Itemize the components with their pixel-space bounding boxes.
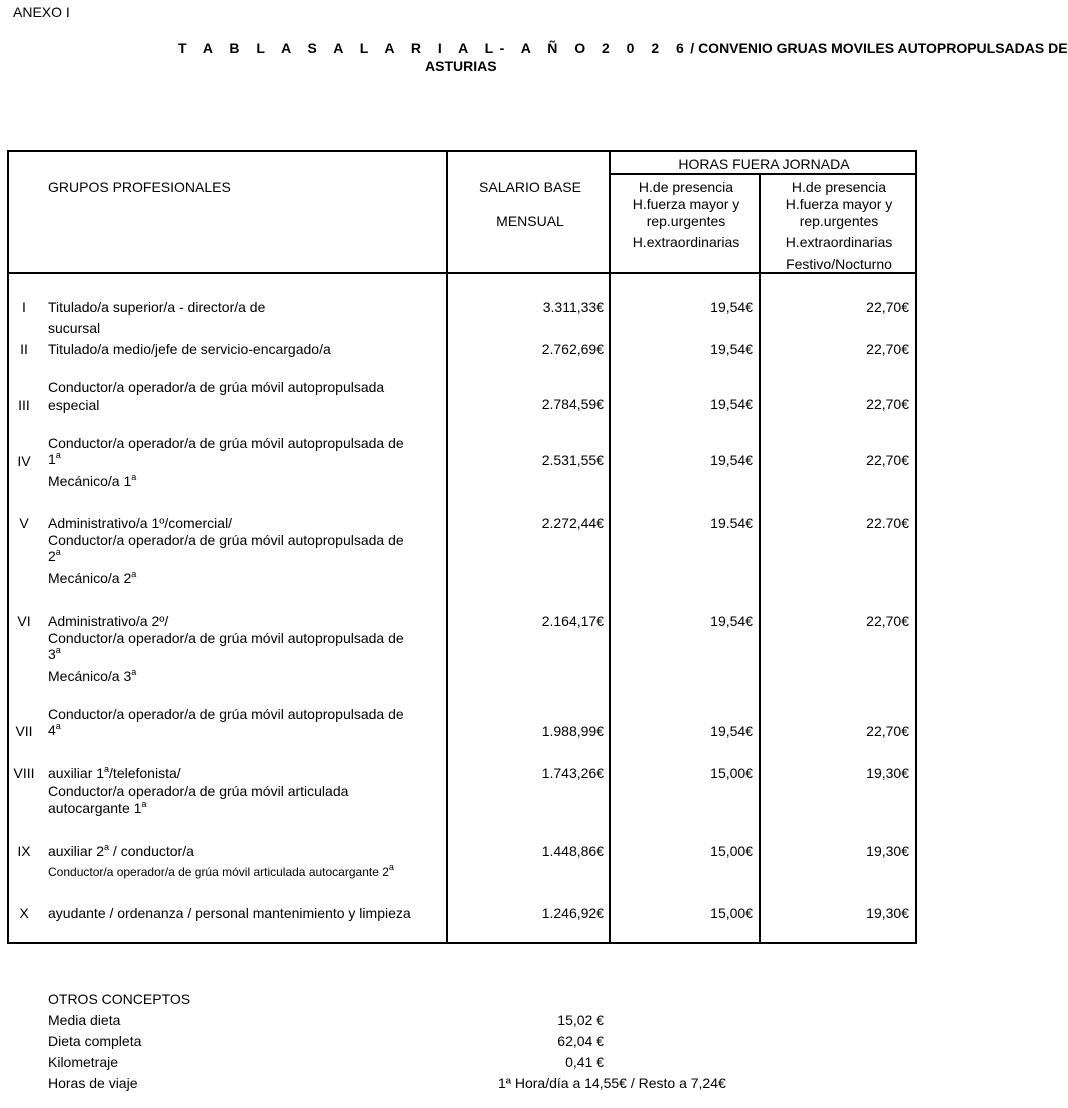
table-left-border xyxy=(7,150,9,944)
row-group-line: Conductor/a operador/a de grúa móvil autopropulsada de xyxy=(48,435,404,451)
ordinal-sup: a xyxy=(141,799,147,809)
row-overtime-2: 22,70€ xyxy=(866,396,909,412)
row-salary: 1.743,26€ xyxy=(541,765,604,781)
header-col2-line5: Festivo/Nocturno xyxy=(786,256,892,272)
row-salary: 2.762,69€ xyxy=(541,341,604,357)
header-overtime: HORAS FUERA JORNADA xyxy=(678,156,850,172)
row-group-line: Administrativo/a 1º/comercial/ xyxy=(48,515,233,531)
row-group-line: auxiliar 1$^a$/telefonista/ xyxy=(48,764,181,781)
concept-label: Kilometraje xyxy=(48,1054,119,1070)
row-overtime-1: 19.54€ xyxy=(710,515,753,531)
row-number: I xyxy=(22,299,26,315)
ordinal-sup: a xyxy=(104,842,110,852)
col-divider-salary xyxy=(609,150,611,944)
row-group-line: Administrativo/a 2º/ xyxy=(48,613,169,629)
row-group-line: Mecánico/a 3$^a$ xyxy=(48,667,137,684)
row-group-line: Conductor/a operador/a de grúa móvil autopropulsada de xyxy=(48,706,404,722)
row-group-line: auxiliar 2$^a$ / conductor/a xyxy=(48,842,194,859)
row-overtime-1: 19,54€ xyxy=(710,452,753,468)
ordinal-sup: a xyxy=(388,862,394,872)
row-number: III xyxy=(18,397,30,413)
row-overtime-2: 22,70€ xyxy=(866,613,909,629)
concept-value: 15,02 € xyxy=(557,1012,604,1028)
row-number: VIII xyxy=(13,765,35,781)
row-group-line: 2$^a$ xyxy=(48,547,61,564)
row-group-line: Conductor/a operador/a de grúa móvil articulada xyxy=(48,783,349,799)
concept-label: Horas de viaje xyxy=(48,1075,138,1091)
row-salary: 1.246,92€ xyxy=(541,905,604,921)
row-number: X xyxy=(19,905,29,921)
ordinal-sup: a xyxy=(131,667,137,677)
row-group-line xyxy=(48,451,61,469)
col-divider-groups xyxy=(446,150,448,944)
row-group-line: 4$^a$ xyxy=(48,721,61,738)
header-col2-line2: H.fuerza mayor y xyxy=(785,196,893,212)
row-overtime-1: 19,54€ xyxy=(710,341,753,357)
row-number: VI xyxy=(17,613,31,629)
row-overtime-2: 22,70€ xyxy=(866,299,909,315)
row-overtime-1: 15,00€ xyxy=(710,765,753,781)
row-salary: 3.311,33€ xyxy=(542,299,604,315)
row-salary: 1.448,86€ xyxy=(541,843,604,859)
ordinal-sup: a xyxy=(55,450,61,460)
ordinal-sup: a xyxy=(131,569,137,579)
row-number: IV xyxy=(17,453,31,469)
table-bottom-border xyxy=(8,942,917,944)
row-salary: 2.784,59€ xyxy=(541,396,604,412)
row-group-line: autocargante 1$^a$ xyxy=(48,799,147,816)
row-overtime-2: 22.70€ xyxy=(866,515,909,531)
header-col1-line4: H.extraordinarias xyxy=(632,234,740,250)
ordinal-prefix: 1 xyxy=(48,451,56,467)
title-rest: / CONVENIO GRUAS MOVILES AUTOPROPULSADAS DE xyxy=(690,40,1068,56)
row-overtime-2: 22,70€ xyxy=(866,723,909,739)
col-divider-overtime xyxy=(759,173,761,944)
row-group-line: Titulado/a medio/jefe de servicio-encargado/a xyxy=(48,341,331,357)
row-group-line: Mecánico/a 1$^a$ xyxy=(48,472,137,489)
ordinal-sup: a xyxy=(131,472,137,482)
row-group-line: Conductor/a operador/a de grúa móvil autopropulsada de xyxy=(48,532,404,548)
header-col1-line3: rep.urgentes xyxy=(646,213,726,229)
ordinal-sup: a xyxy=(55,721,61,731)
header-col1-line2: H.fuerza mayor y xyxy=(632,196,740,212)
row-group-line: sucursal xyxy=(48,320,101,336)
row-group-line: Conductor/a operador/a de grúa móvil autopropulsada xyxy=(48,379,385,395)
row-salary: 2.272,44€ xyxy=(541,515,604,531)
row-overtime-1: 19,54€ xyxy=(710,613,753,629)
row-group-line: Conductor/a operador/a de grúa móvil articulada autocargante 2$^a$ xyxy=(48,862,394,879)
row-overtime-2: 19,30€ xyxy=(866,905,909,921)
row-group-line: ayudante / ordenanza / personal mantenimiento y limpieza xyxy=(48,905,411,921)
header-salary-line1: SALARIO BASE xyxy=(479,179,581,195)
row-group-line: Mecánico/a 2$^a$ xyxy=(48,569,137,586)
header-col2-line4: H.extraordinarias xyxy=(785,234,893,250)
header-col2-line3: rep.urgentes xyxy=(799,213,879,229)
header-col1-line1: H.de presencia xyxy=(638,179,734,195)
row-overtime-1: 15,00€ xyxy=(710,843,753,859)
row-overtime-2: 22,70€ xyxy=(866,452,909,468)
row-overtime-2: 19,30€ xyxy=(866,765,909,781)
other-concepts-title: OTROS CONCEPTOS xyxy=(48,991,191,1007)
row-overtime-1: 15,00€ xyxy=(710,905,753,921)
concept-value: 62,04 € xyxy=(557,1033,604,1049)
row-overtime-1: 19,54€ xyxy=(710,396,753,412)
row-group-line: 3$^a$ xyxy=(48,645,61,662)
concept-value: 0,41 € xyxy=(565,1054,604,1070)
annex-label: ANEXO I xyxy=(13,4,70,20)
concept-value: 1ª Hora/día a 14,55€ / Resto a 7,24€ xyxy=(498,1075,726,1091)
row-group-line: Titulado/a superior/a - director/a de xyxy=(48,299,266,315)
row-group-line: Conductor/a operador/a de grúa móvil autopropulsada de xyxy=(48,630,404,646)
header-groups: GRUPOS PROFESIONALES xyxy=(48,179,231,195)
document-title-line1 xyxy=(178,40,1068,56)
ordinal-sup: a xyxy=(55,547,61,557)
row-salary: 2.531,55€ xyxy=(541,452,604,468)
row-group-line: especial xyxy=(48,397,100,413)
ordinal-sup: a xyxy=(55,645,61,655)
document-title-line2: ASTURIAS xyxy=(425,58,497,74)
ordinal-sup: a xyxy=(104,764,110,774)
row-salary: 2.164,17€ xyxy=(541,613,604,629)
concept-label: Dieta completa xyxy=(48,1033,142,1049)
row-number: V xyxy=(19,515,29,531)
row-salary: 1.988,99€ xyxy=(541,723,604,739)
concept-label: Media dieta xyxy=(48,1012,121,1028)
title-spaced: T A B L A S A L A R I A L- A Ñ O 2 0 2 6 xyxy=(178,40,691,56)
row-number: VII xyxy=(15,723,33,739)
row-overtime-2: 22,70€ xyxy=(866,341,909,357)
header-salary-line2: MENSUAL xyxy=(496,213,564,229)
row-number: II xyxy=(20,341,28,357)
header-col2-line1: H.de presencia xyxy=(791,179,887,195)
row-overtime-2: 19,30€ xyxy=(866,843,909,859)
row-number: IX xyxy=(17,843,31,859)
row-overtime-1: 19,54€ xyxy=(710,299,753,315)
table-top-border xyxy=(8,150,917,152)
row-overtime-1: 19,54€ xyxy=(710,723,753,739)
